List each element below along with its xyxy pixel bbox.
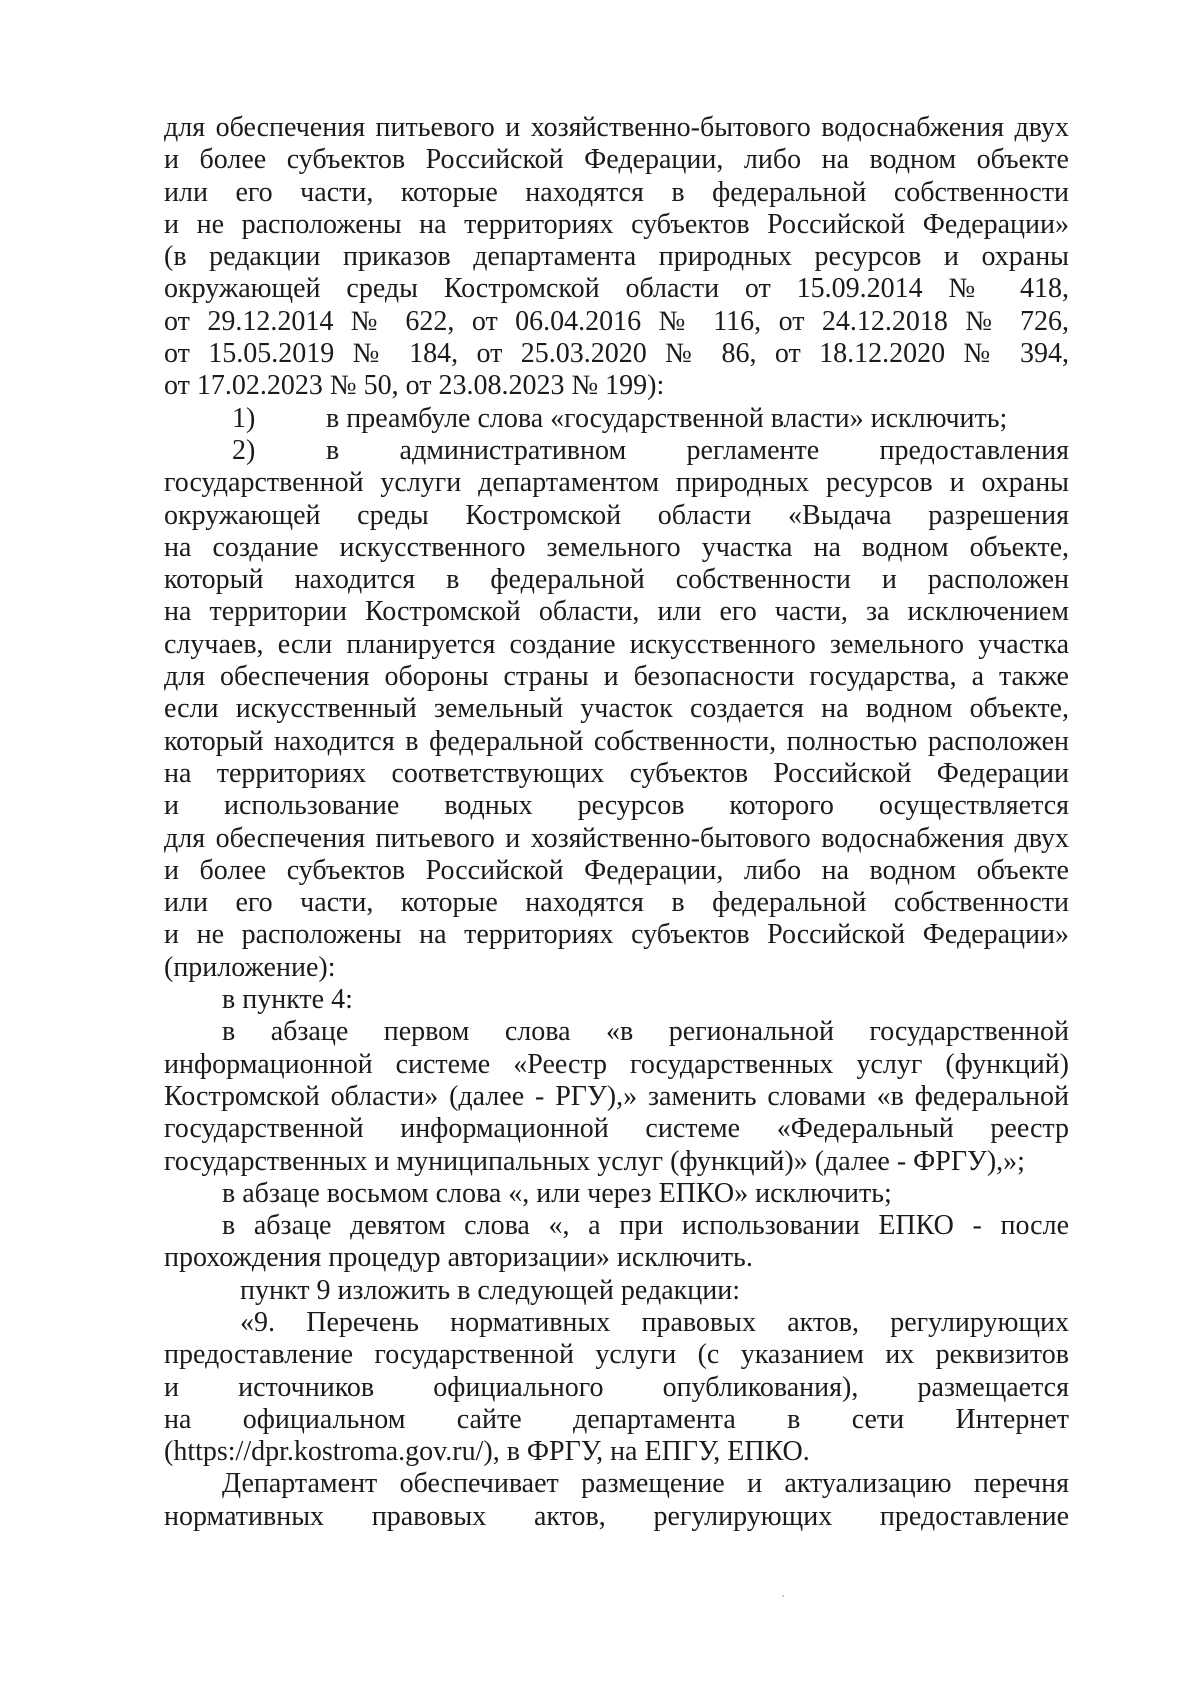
text-line: на территории Костромской области, или его части, за исключением [164,596,1069,628]
text-line: для обеспечения обороны страны и безопасности государства, а также [164,661,1069,693]
text-line: нормативных правовых актов, регулирующих предоставление [164,1500,1069,1532]
text-line: от 17.02.2023 № 50, от 23.08.2023 № 199): [164,370,665,402]
text-line: который находится в федеральной собственности и расположен [164,564,1069,596]
text-line: если искусственный земельный участок создается на водном объекте, [164,693,1069,725]
text-line: предоставление государственной услуги (с указанием их реквизитов [164,1339,1069,1371]
text-line: государственной информационной системе «Федеральный реестр [164,1113,1069,1145]
text-line: государственных и муниципальных услуг (функций)» (далее - ФРГУ),»; [164,1145,1025,1177]
list-number: 1) [232,402,256,434]
text-line: прохождения процедур авторизации» исключить. [164,1242,753,1274]
paragraph-line: пункт 9 изложить в следующей редакции: [240,1274,740,1306]
text-line: случаев, если планируется создание искусственного земельного участка [164,628,1069,660]
text-line: или его части, которые находятся в федеральной собственности [164,176,1069,208]
text-line: окружающей среды Костромской области «Выдача разрешения [164,499,1069,531]
text-line: информационной системе «Реестр государственных услуг (функций) [164,1048,1069,1080]
text-line: и источников официального опубликования), размещается [164,1371,1069,1403]
text-line: и более субъектов Российской Федерации, либо на водном объекте [164,854,1069,886]
list-number: 2) [232,434,256,466]
text-line: (приложение): [164,951,336,983]
text-line: который находится в федеральной собственности, полностью расположен [164,725,1069,757]
list-item-text: в административном регламенте предоставления [326,434,1069,466]
text-line: на создание искусственного земельного участка на водном объекте, [164,531,1069,563]
paragraph-line: в пункте 4: [222,984,353,1016]
text-line: или его части, которые находятся в федеральной собственности [164,887,1069,919]
paragraph-line: «9. Перечень нормативных правовых актов, регулирующих [240,1306,1069,1338]
text-line: для обеспечения питьевого и хозяйственно-бытового водоснабжения двух [164,112,1069,143]
paragraph-line: Департамент обеспечивает размещение и актуализацию перечня [222,1468,1069,1500]
text-line: (https://dpr.kostroma.gov.ru/), в ФРГУ, на ЕПГУ, ЕПКО. [164,1436,810,1468]
paragraph-line: в абзаце первом слова «в региональной государственной [222,1016,1069,1048]
list-item-text: в преамбуле слова «государственной власти» исключить; [326,402,1008,434]
text-line: и не расположены на территориях субъектов Российской Федерации» [164,208,1069,240]
text-line: и использование водных ресурсов которого осуществляется [164,790,1069,822]
text-line: на территориях соответствующих субъектов Российской Федерации [164,757,1069,789]
text-line: государственной услуги департаментом природных ресурсов и охраны [164,467,1069,499]
text-line: Костромской области» (далее - РГУ),» заменить словами «в федеральной [164,1080,1069,1112]
text-line: от 29.12.2014 № 622, от 06.04.2016 № 116, от 24.12.2018 № 726, [164,305,1069,337]
list-item-2 [164,435,1069,467]
paragraph-line: в абзаце восьмом слова «, или через ЕПКО» исключить; [222,1177,892,1209]
document-body [164,112,1069,1533]
text-line: (в редакции приказов департамента природных ресурсов и охраны [164,241,1069,273]
paragraph-line: в абзаце девятом слова «, а при использовании ЕПКО - после [222,1210,1069,1242]
text-line: окружающей среды Костромской области от 15.09.2014 № 418, [164,273,1069,305]
text-line: для обеспечения питьевого и хозяйственно-бытового водоснабжения двух [164,822,1069,854]
text-line: на официальном сайте департамента в сети Интернет [164,1403,1069,1435]
text-line: и не расположены на территориях субъектов Российской Федерации» [164,919,1069,951]
text-line: и более субъектов Российской Федерации, либо на водном объекте [164,144,1069,176]
text-line: от 15.05.2019 № 184, от 25.03.2020 № 86, от 18.12.2020 № 394, [164,338,1069,370]
list-item-1 [164,403,1069,435]
scan-speck [782,1595,784,1597]
